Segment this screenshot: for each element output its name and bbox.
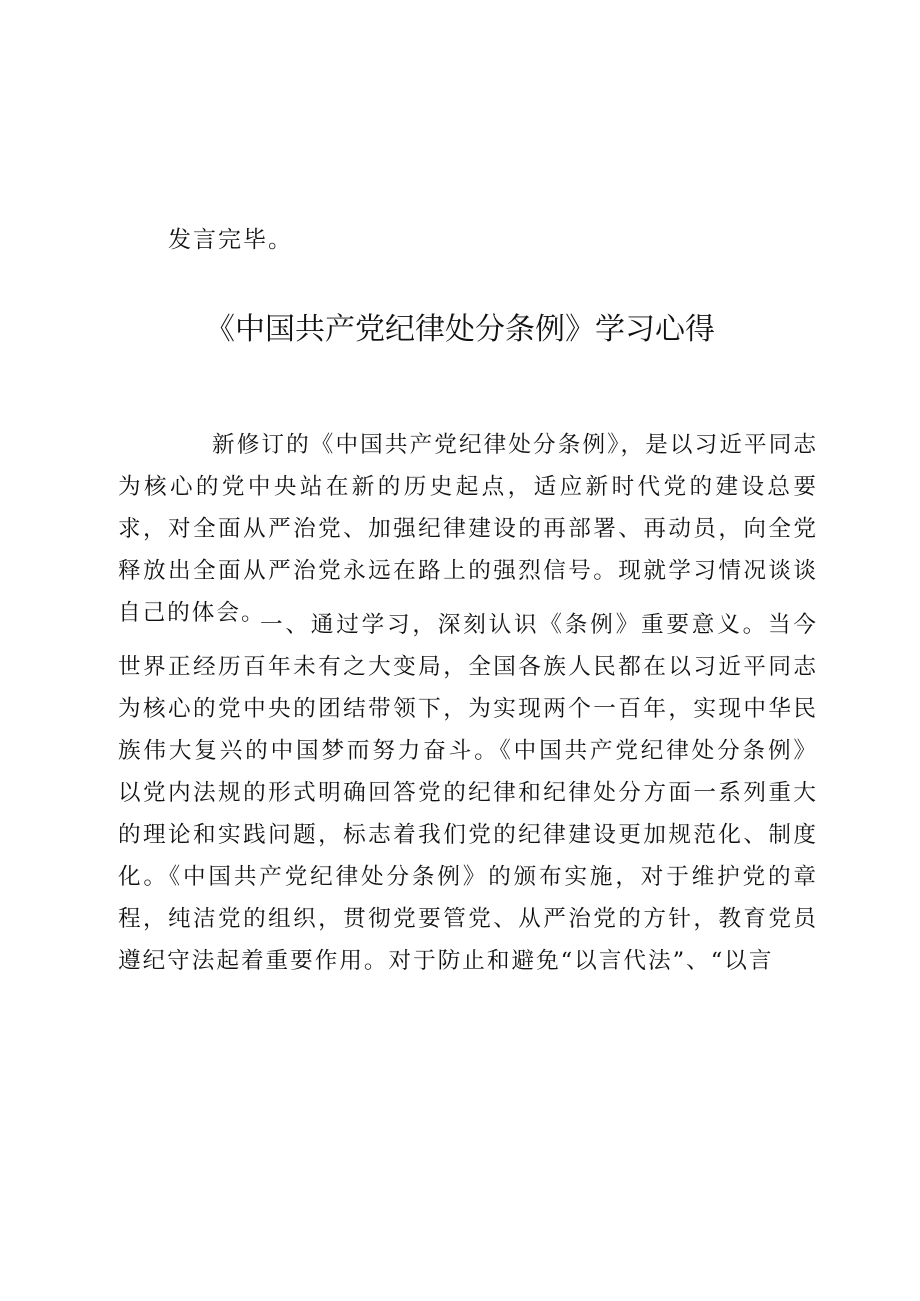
closing-remark: 发言完毕。 (168, 227, 293, 253)
body-paragraph-intro: 新修订的《中国共产党纪律处分条例》，是以习近平同志为核心的党中央站在新的历史起点，适应新时代党的建设总要求，对全面从严治党、加强纪律建设的再部署、再动员，向全党释放出全面从严治党永远在路上的强烈信号。现就学习情况谈谈自己的体会。 (118, 432, 818, 626)
document-title: 《中国共产党纪律处分条例》学习心得 (205, 312, 715, 347)
body-paragraph-section-one: 一、通过学习，深刻认识《条例》重要意义。当今世界正经历百年未有之大变局，全国各族人民都在以习近平同志为核心的党中央的团结带领下，为实现两个一百年，实现中华民族伟大复兴的中国梦而努力奋斗。《中国共产党纪律处分条例》以党内法规的形式明确回答党的纪律和纪律处分方面一系列重大的理论和实践问题，标志着我们党的纪律建设更加规范化、制度化。《中国共产党纪律处分条例》的颁布实施，对于维护党的章程，纯洁党的组织，贯彻党要管党、从严治党的方针，教育党员遵纪守法起着重要作用。对于防止和避免“以言代法”、“以言 (118, 612, 818, 974)
